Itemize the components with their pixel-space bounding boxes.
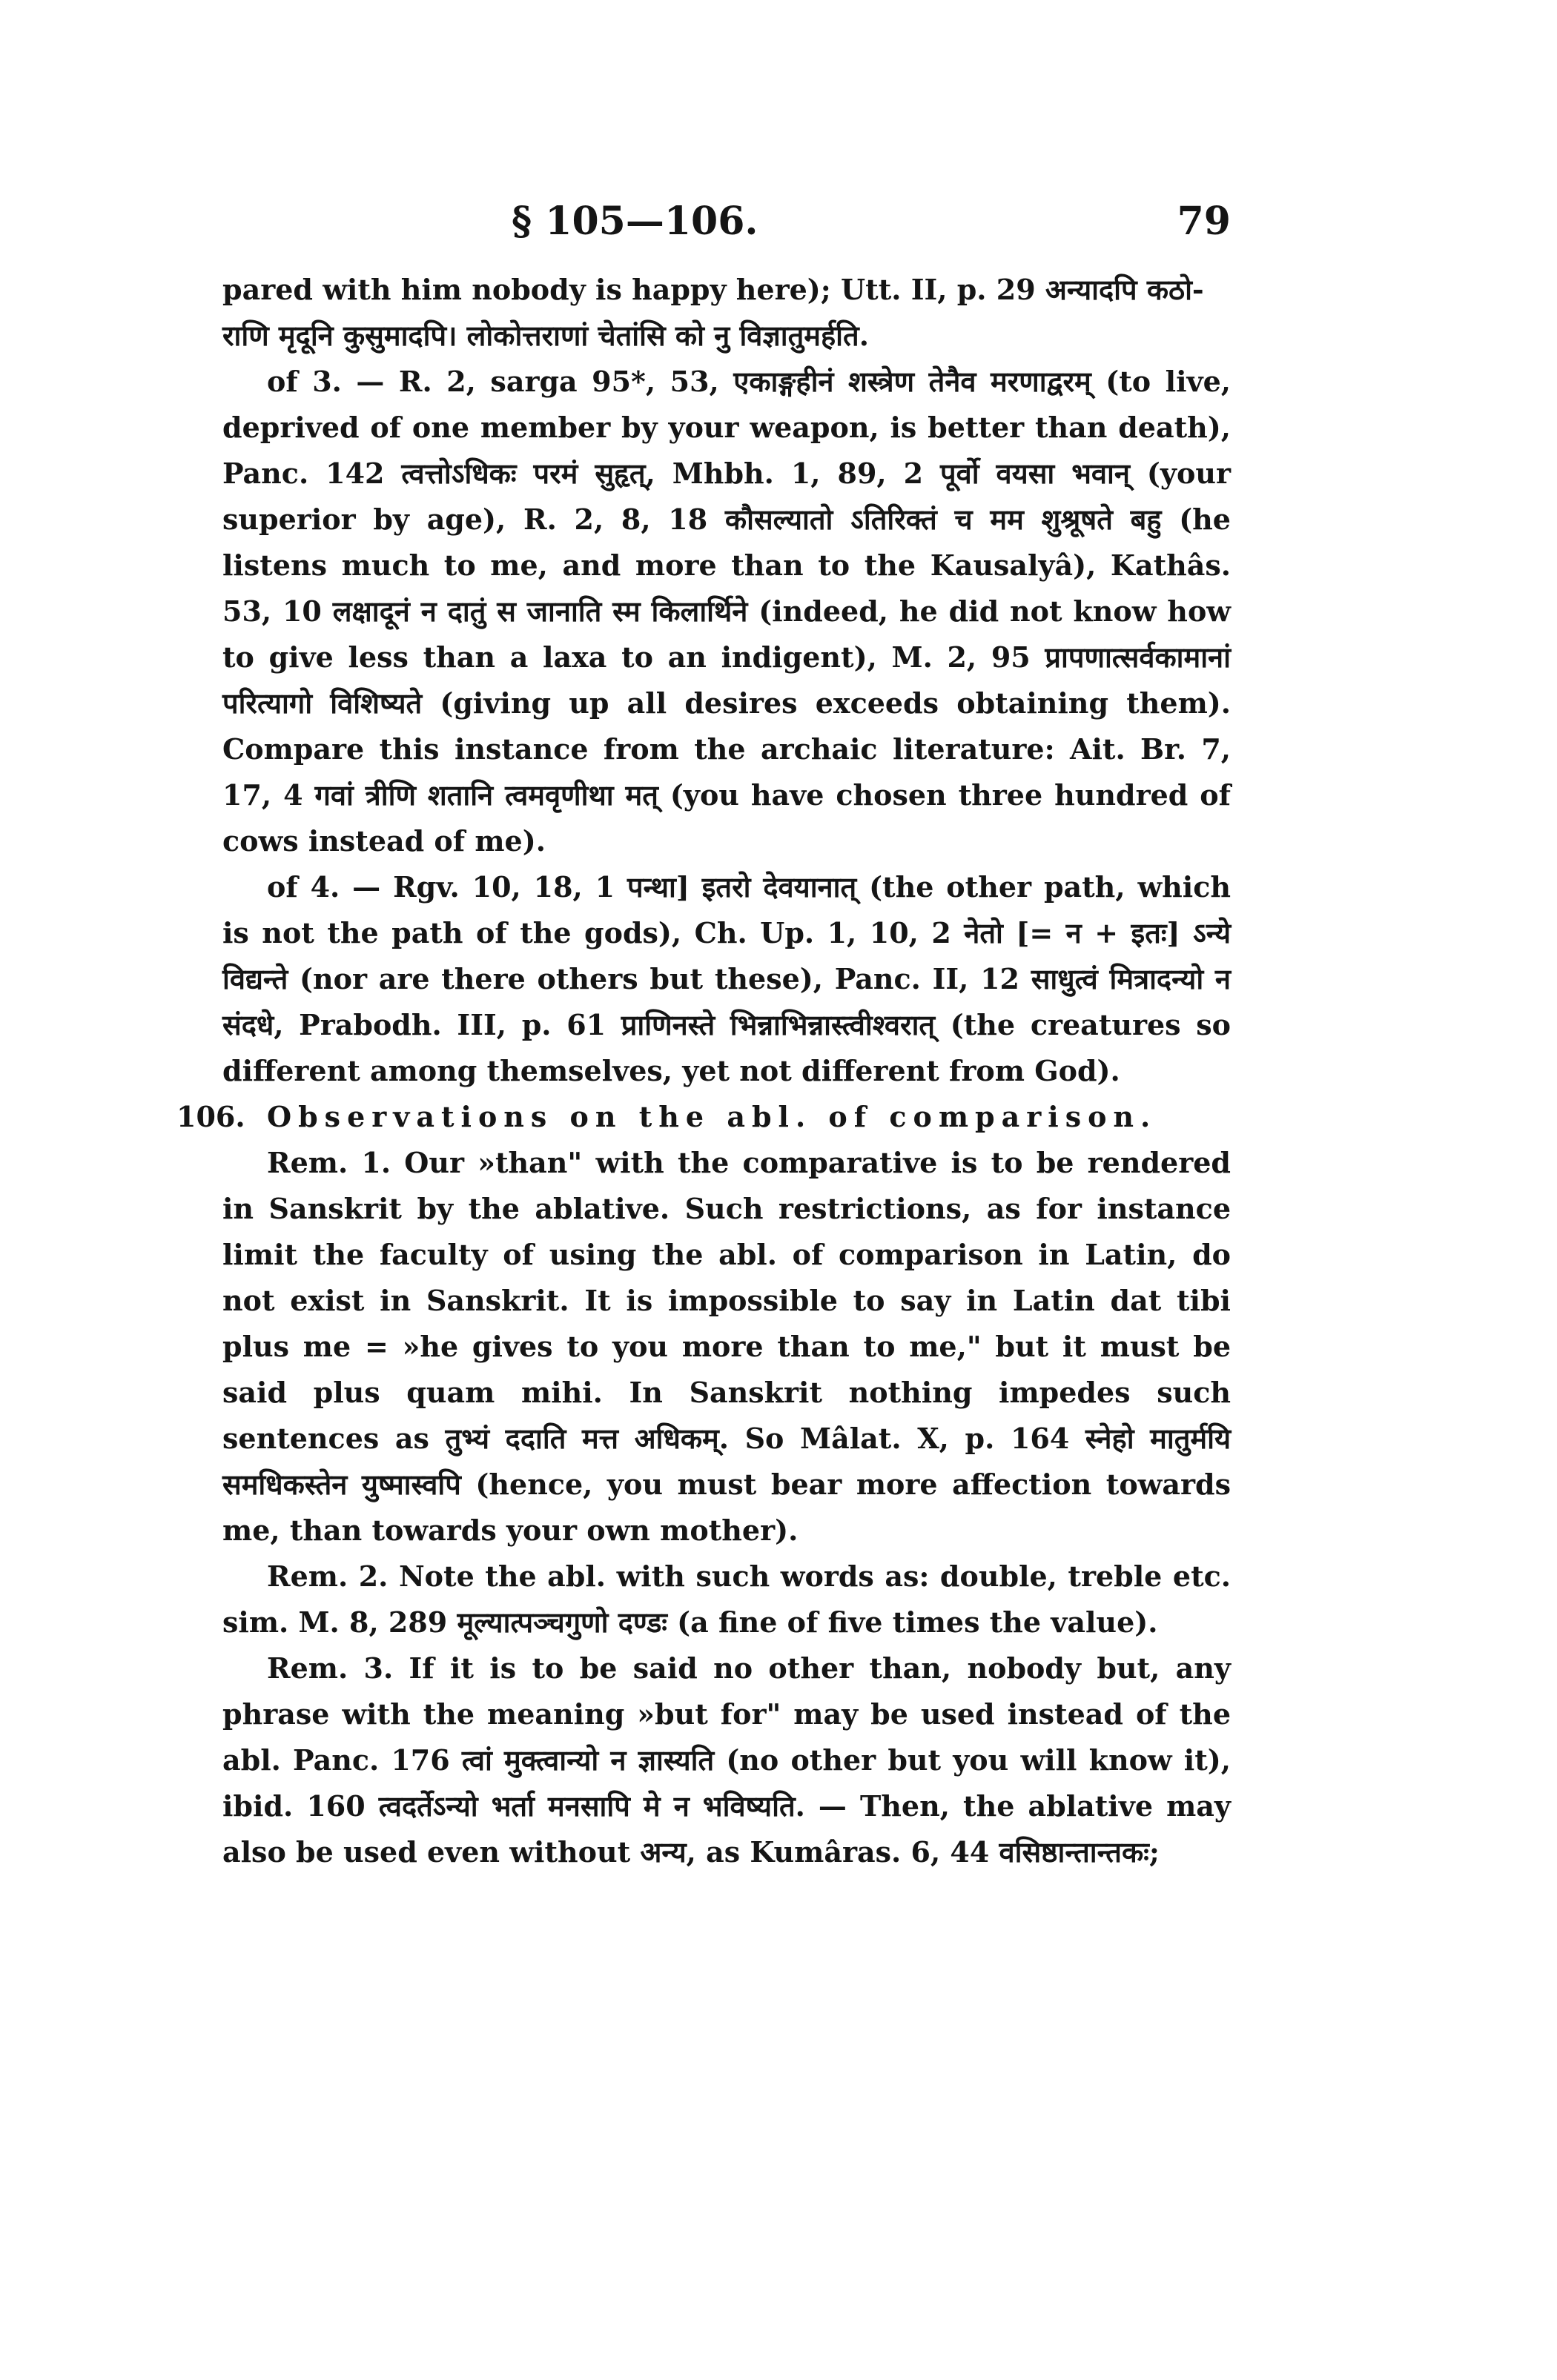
section-heading: [176, 1094, 1231, 1140]
paragraph-of-4: of 4. — Rgv. 10, 18, 1 पन्था] इतरो देवयानात् (the other path, which is not the path of the gods), Ch. Up. 1, 10, 2 नेतो [= न + इतः] ऽन्ये विद्यन्ते (nor are there others but these), Panc. II, 12 साधुत्वं मित्रादन्यो न संदधे, Prabodh. III, p. 61 प्राणिनस्ते भिन्नाभिन्नास्त्वीश्वरात् (the creatures so different among themselves, yet not different from God).: [222, 870, 1231, 1087]
paragraph-of-3: of 3. — R. 2, sarga 95*, 53, एकाङ्गहीनं शस्त्रेण तेनैव मरणाद्वरम् (to live, deprived of one member by your weapon, is better than death), Panc. 142 त्वत्तोऽधिकः परमं सुहृत्, Mhbh. 1, 89, 2 पूर्वो वयसा भवान् (your superior by age), R. 2, 8, 18 कौसल्यातो ऽतिरिक्तं च मम शुश्रूषते बहु (he listens much to me, and more than to the Kausalyâ), Kathâs. 53, 10 लक्षादूनं न दातुं स जानाति स्म किलार्थिने (indeed, he did not know how to give less than a laxa to an indigent), M. 2, 95 प्रापणात्सर्वकामानां परित्यागो विशिष्यते (giving up all desires exceeds obtaining them). Compare this instance from the archaic literature: Ait. Br. 7, 17, 4 गवां त्रीणि शतानि त्वमवृणीथा मत् (you have chosen three hundred of cows instead of me).: [222, 365, 1231, 858]
page-header: [222, 199, 1231, 243]
section-heading-text: Observations on the abl. of comparison.: [267, 1100, 1157, 1133]
page-body: [176, 267, 1231, 1875]
section-number: 106.: [176, 1100, 245, 1133]
page-number: 79: [1177, 199, 1231, 244]
section-range: § 105—106.: [512, 199, 758, 244]
remark-1: Rem. 1. Our »than" with the comparative is to be rendered in Sanskrit by the ablative. Such restrictions, as for instance limit the faculty of using the abl. of comparison in Latin, do not exist in Sanskrit. It is impossible to say in Latin dat tibi plus me = »he gives to you more than to me," but it must be said plus quam mihi. In Sanskrit nothing impedes such sentences as तुभ्यं ददाति मत्त अधिकम्. So Mâlat. X, p. 164 स्नेहो मातुर्मयि समधिकस्तेन युष्मास्वपि (hence, you must bear more affection towards me, than towards your own mother).: [222, 1146, 1231, 1547]
paragraph-line-2: राणि मृदूनि कुसुमादपि। लोकोत्तराणां चेतांसि को नु विज्ञातुमर्हति.: [222, 319, 869, 352]
paragraph-line-1: pared with him nobody is happy here); Utt. II, p. 29 अन्यादपि कठो-: [222, 273, 1204, 306]
remark-2: Rem. 2. Note the abl. with such words as: double, treble etc. sim. M. 8, 289 मूल्यात्पञ्चगुणो दण्डः (a fine of five times the value).: [222, 1559, 1231, 1639]
remark-3: Rem. 3. If it is to be said no other than, nobody but, any phrase with the meaning »but for" may be used instead of the abl. Panc. 176 त्वां मुक्त्वान्यो न ज्ञास्यति (no other but you will know it), ibid. 160 त्वदर्तेऽन्यो भर्ता मनसापि मे न भविष्यति. — Then, the ablative may also be used even without अन्य, as Kumâras. 6, 44 वसिष्ठान्तान्तकः;: [222, 1651, 1231, 1869]
